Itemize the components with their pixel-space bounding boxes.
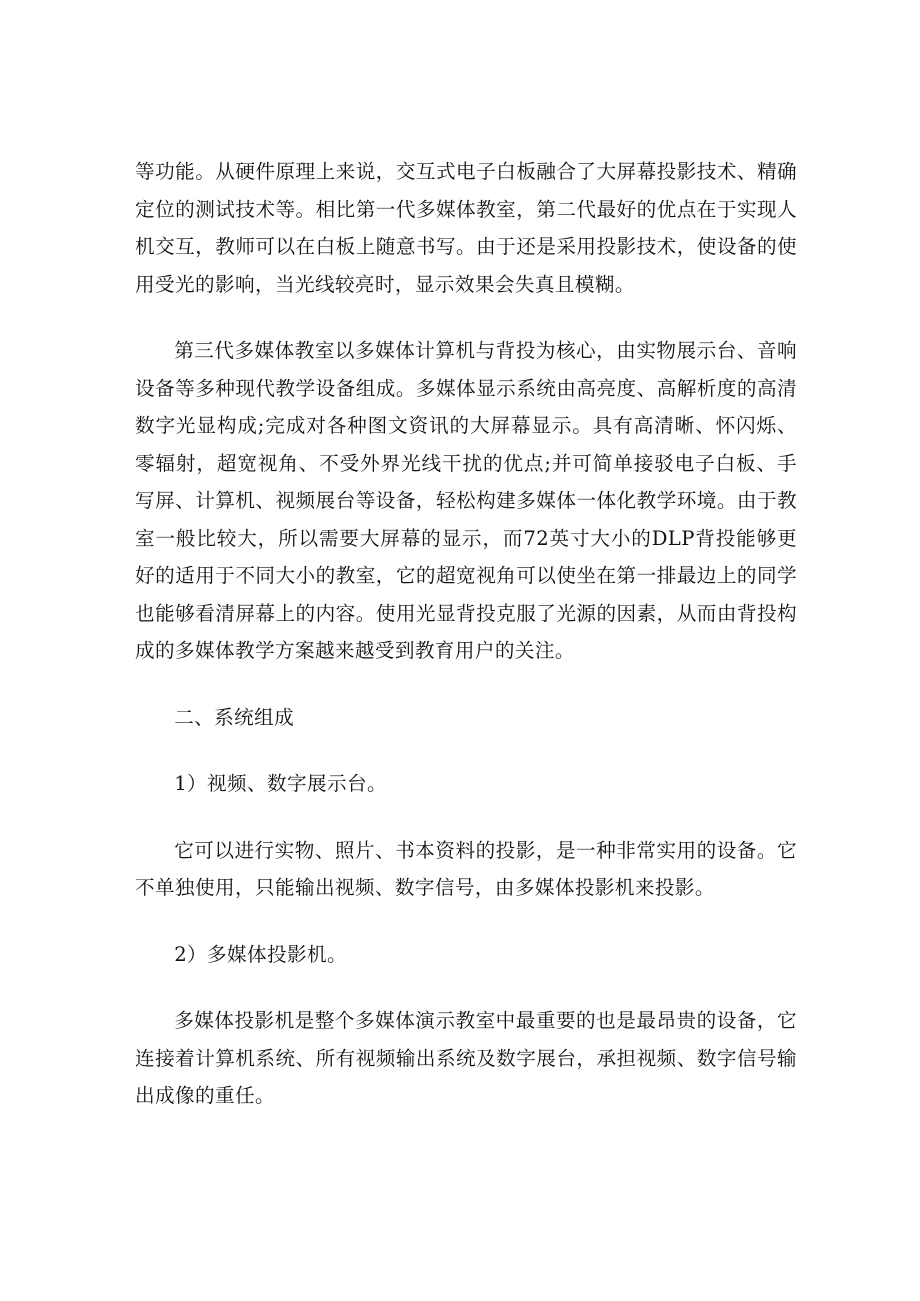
subheading-projector: 2）多媒体投影机。	[174, 942, 348, 966]
paragraph-document-camera: 它可以进行实物、照片、书本资料的投影，是一种非常实用的设备。它不单独使用，只能输出视频、数字信号，由多媒体投影机来投影。	[135, 838, 797, 899]
document-body	[135, 153, 797, 1144]
paragraph-interactive-whiteboard: 等功能。从硬件原理上来说，交互式电子白板融合了大屏幕投影技术、精确定位的测试技术等。相比第一代多媒体教室，第二代最好的优点在于实现人机交互，教师可以在白板上随意书写。由于还是采用投影技术，使设备的使用受光的影响，当光线较亮时，显示效果会失真且模糊。	[135, 160, 797, 296]
paragraph-third-generation: 第三代多媒体教室以多媒体计算机与背投为核心，由实物展示台、音响设备等多种现代教学设备组成。多媒体显示系统由高亮度、高解析度的高清数字光显构成;完成对各种图文资讯的大屏幕显示。具有高清晰、怀闪烁、零辐射，超宽视角、不受外界光线干扰的优点;并可简单接驳电子白板、手写屏、计算机、视频展台等设备，轻松构建多媒体一体化教学环境。由于教室一般比较大，所以需要大屏幕的显示，而72英寸大小的DLP背投能够更好的适用于不同大小的教室，它的超宽视角可以使坐在第一排最边上的同学也能够看清屏幕上的内容。使用光显背投克服了光源的因素，从而由背投构成的多媒体教学方案越来越受到教育用户的关注。	[135, 339, 797, 662]
section-heading-system-composition: 二、系统组成	[174, 705, 295, 729]
paragraph-projector: 多媒体投影机是整个多媒体演示教室中最重要的也是最昂贵的设备，它连接着计算机系统、所有视频输出系统及数字展台，承担视频、数字信号输出成像的重任。	[135, 1009, 797, 1107]
subheading-document-camera: 1）视频、数字展示台。	[174, 772, 387, 795]
